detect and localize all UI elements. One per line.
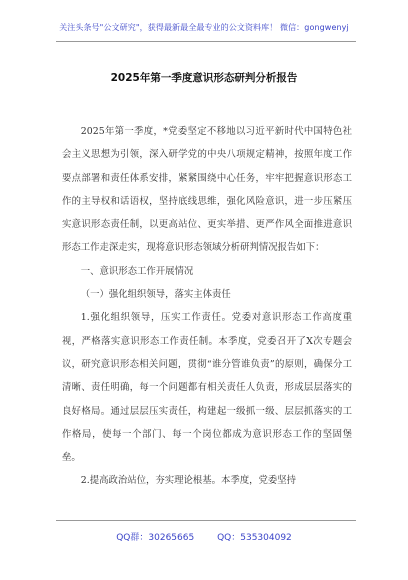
qq-number: QQ：535304092 — [217, 533, 292, 543]
qq-group-number: QQ群：30265665 — [116, 533, 195, 543]
section-heading: 一、意识形态工作开展情况 — [80, 265, 194, 277]
body-paragraph: 2.提高政治站位，夯实理论根基。本季度，党委坚持 — [80, 475, 296, 487]
header-banner: 关注头条号"公文研究"，获得最新最全最专业的公文资料库！ 微信：gongwenyj — [59, 23, 349, 32]
document-body — [62, 120, 352, 493]
intro-paragraph: 2025年第一季度，*党委坚定不移地以习近平新时代中国特色社会主义思想为引领，深入研学党的中央八项规定精神，按照年度工作要点部署和责任体系安排，紧紧围绕中心任务，牢牢把握意识形态工作的主导权和话语权，坚持底线思维，强化风险意识，进一步压紧压实意识形态责任制，以更高站位、更实举措、更严作风全面推进意识形态工作走深走实，现将意识形态领域分析研判情况报告如下： — [62, 126, 352, 254]
header-divider — [56, 41, 356, 42]
document-title: 2025年第一季度意识形态研判分析报告 — [110, 72, 298, 84]
footer-divider — [56, 520, 356, 521]
footer — [0, 530, 408, 543]
body-paragraph: 1.强化组织领导，压实工作责任。党委对意识形态工作高度重视，严格落实意识形态工作责任制。本季度，党委召开了X次专题会议，研究意识形态相关问题，贯彻“谁分管谁负责”的原则，确保分工清晰、责任明确，每一个问题都有相关责任人负责，形成层层落实的良好格局。通过层层压实责任，构建起一级抓一级、层层抓落实的工作格局，使每一个部门、每一个岗位都成为意识形态工作的坚固堡垒。 — [62, 312, 352, 464]
subsection-heading: （一）强化组织领导，落实主体责任 — [80, 289, 231, 301]
